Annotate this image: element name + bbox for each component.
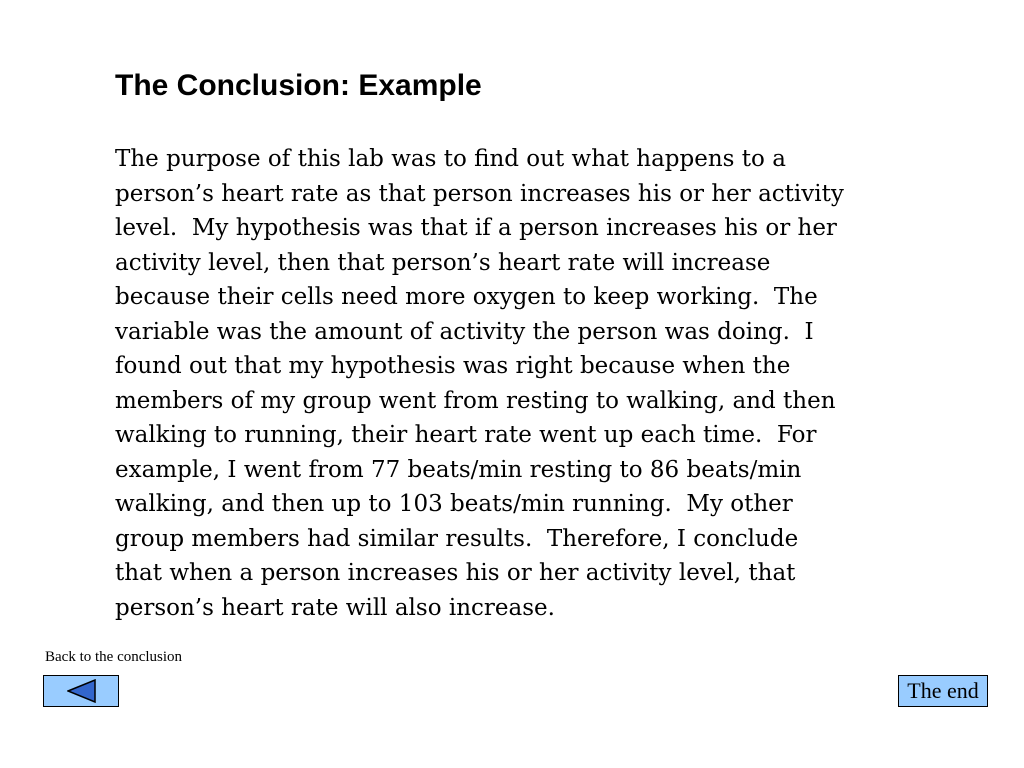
paragraph-line: group members had similar results. Therefore, I conclude <box>115 525 799 552</box>
back-to-conclusion-label: Back to the conclusion <box>45 649 183 665</box>
paragraph-line: that when a person increases his or her activity level, that <box>115 560 796 586</box>
back-button[interactable] <box>43 675 119 707</box>
paragraph-line: example, I went from 77 beats/min resting to 86 beats/min <box>115 456 802 483</box>
paragraph-line: variable was the amount of activity the person was doing. I <box>115 318 814 345</box>
paragraph-line: found out that my hypothesis was right because when the <box>115 353 791 379</box>
paragraph-line: walking, and then up to 103 beats/min running. My other <box>115 491 793 517</box>
paragraph-line: walking to running, their heart rate went up each time. For <box>115 422 817 448</box>
slide-title: The Conclusion: Example <box>115 69 482 102</box>
paragraph-line: person’s heart rate as that person increases his or her activity <box>115 180 844 207</box>
the-end-button[interactable]: The end <box>898 675 988 707</box>
paragraph-line: because their cells need more oxygen to keep working. The <box>115 284 818 310</box>
paragraph-line: members of my group went from resting to walking, and then <box>115 387 836 414</box>
conclusion-paragraph <box>115 142 844 625</box>
paragraph-line: person’s heart rate will also increase. <box>115 594 555 621</box>
paragraph-line: level. My hypothesis was that if a person increases his or her <box>115 215 837 241</box>
paragraph-line: activity level, then that person’s heart rate will increase <box>115 249 771 276</box>
back-arrow-icon <box>67 679 97 703</box>
paragraph-line: The purpose of this lab was to find out what happens to a <box>115 146 786 172</box>
